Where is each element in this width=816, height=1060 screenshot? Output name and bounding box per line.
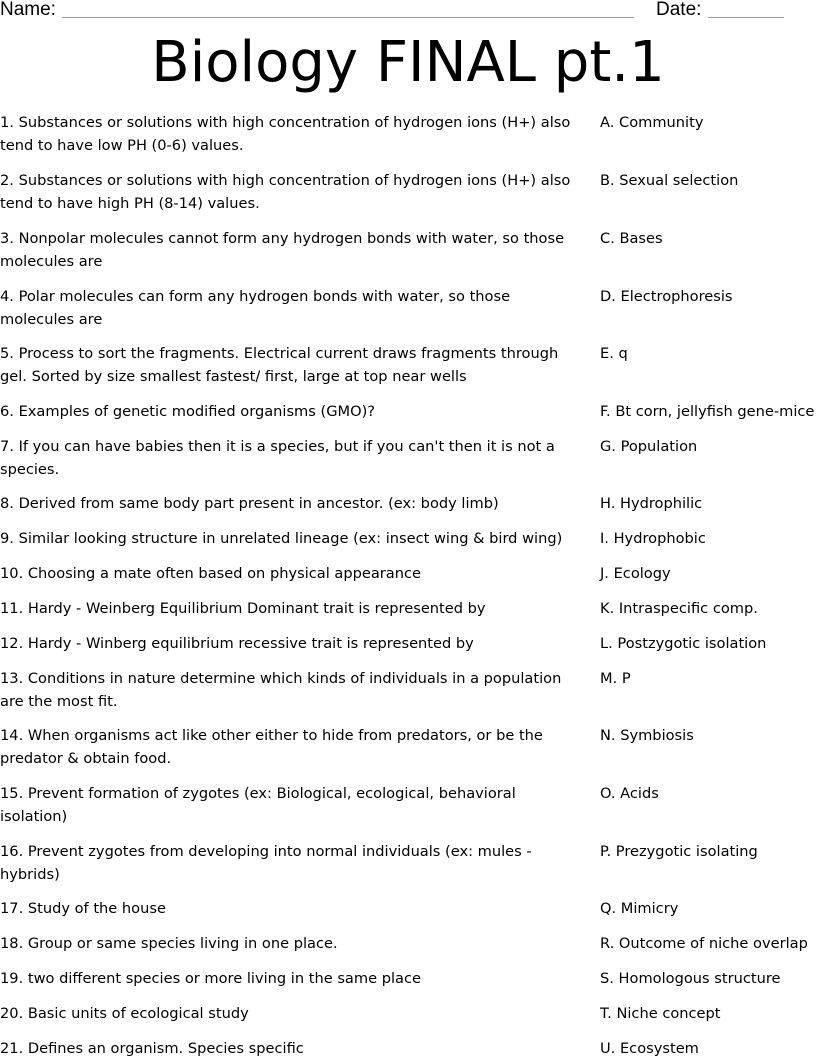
clue-text: 14. When organisms act like other either to hide from predators, or be the predator & obtain food. [0, 727, 543, 767]
answer-option: T. Niche concept [600, 1005, 721, 1022]
answer-option: C. Bases [600, 230, 663, 247]
answer-option: D. Electrophoresis [600, 288, 733, 305]
clue-text: 5. Process to sort the fragments. Electrical current draws fragments through gel. Sorted by size smallest fastest/ first, large at top near wells [0, 345, 559, 385]
page-title: Biology FINAL pt.1 [151, 30, 665, 95]
answer-option: H. Hydrophilic [600, 495, 703, 512]
clue-text: 6. Examples of genetic modified organisms (GMO)? [0, 403, 376, 420]
clue-text: 1. Substances or solutions with high concentration of hydrogen ions (H+) also tend to have low PH (0-6) values. [0, 114, 571, 154]
date-blank-line[interactable] [708, 17, 784, 18]
worksheet-header [0, 0, 816, 24]
answer-option: P. Prezygotic isolating [600, 843, 758, 860]
answer-option: L. Postzygotic isolation [600, 635, 767, 652]
answer-option: A. Community [600, 114, 704, 131]
clue-text: 19. two different species or more living in the same place [0, 970, 421, 987]
clue-text: 10. Choosing a mate often based on physical appearance [0, 565, 421, 582]
clue-text: 17. Study of the house [0, 900, 166, 917]
answer-option: O. Acids [600, 785, 659, 802]
clue-text: 11. Hardy - Weinberg Equilibrium Dominant trait is represented by [0, 600, 486, 617]
date-label: Date: [656, 0, 702, 20]
clue-text: 4. Polar molecules can form any hydrogen bonds with water, so those molecules are [0, 288, 511, 328]
answer-option: I. Hydrophobic [600, 530, 706, 547]
clue-text: 2. Substances or solutions with high concentration of hydrogen ions (H+) also tend to have high PH (8-14) values. [0, 172, 571, 212]
clue-text: 21. Defines an organism. Species specific [0, 1040, 304, 1057]
name-blank-line[interactable] [62, 17, 634, 18]
clue-text: 18. Group or same species living in one place. [0, 935, 338, 952]
clue-text: 12. Hardy - Winberg equilibrium recessive trait is represented by [0, 635, 474, 652]
answer-option: M. P [600, 670, 631, 687]
answer-option: N. Symbiosis [600, 727, 694, 744]
clue-text: 7. If you can have babies then it is a species, but if you can't then it is not a species. [0, 438, 555, 478]
answer-option: S. Homologous structure [600, 970, 781, 987]
answer-option: B. Sexual selection [600, 172, 739, 189]
answer-option: R. Outcome of niche overlap [600, 935, 808, 952]
name-label: Name: [0, 0, 56, 20]
answer-option: G. Population [600, 438, 698, 455]
answer-option: J. Ecology [600, 565, 671, 582]
clue-text: 15. Prevent formation of zygotes (ex: Biological, ecological, behavioral isolation) [0, 785, 516, 825]
clue-text: 9. Similar looking structure in unrelated lineage (ex: insect wing & bird wing) [0, 530, 563, 547]
clue-text: 13. Conditions in nature determine which kinds of individuals in a population are the most fit. [0, 670, 562, 710]
clue-text: 20. Basic units of ecological study [0, 1005, 249, 1022]
answer-option: E. q [600, 345, 628, 362]
clue-text: 8. Derived from same body part present in ancestor. (ex: body limb) [0, 495, 499, 512]
clue-text: 3. Nonpolar molecules cannot form any hydrogen bonds with water, so those molecules are [0, 230, 565, 270]
answer-option: Q. Mimicry [600, 900, 679, 917]
answer-option: K. Intraspecific comp. [600, 600, 758, 617]
answer-option: U. Ecosystem [600, 1040, 699, 1057]
answer-option: F. Bt corn, jellyfish gene-mice [600, 403, 815, 420]
clue-text: 16. Prevent zygotes from developing into normal individuals (ex: mules - hybrids) [0, 843, 532, 883]
